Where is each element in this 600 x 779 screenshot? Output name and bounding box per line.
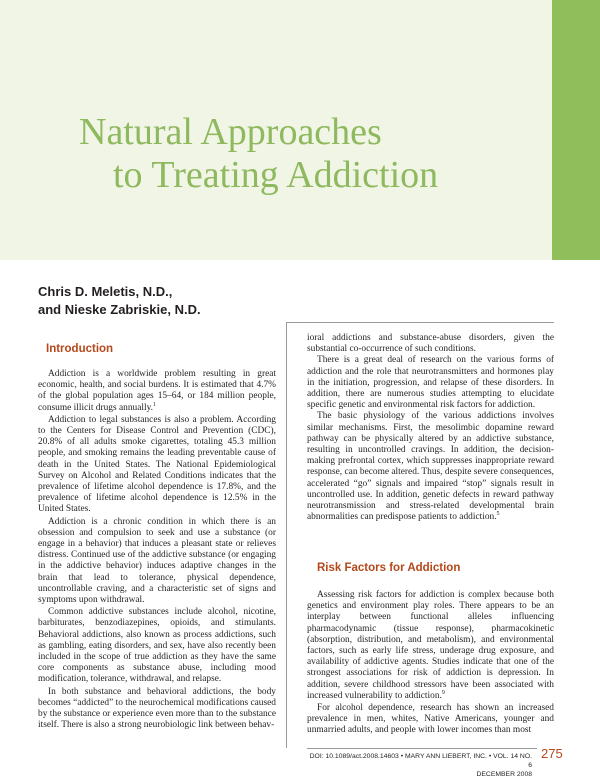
paragraph	[38, 369, 276, 414]
paragraph-text: Common addictive substances include alcohol, nicotine, barbiturates, benzodiazepines, opioids, and stimulants. Behavioral addictions, also known as process addictions, such as gambling, eating disorders, and sex, have also recently been included in the scope of true addiction as they have the same core components as substance abuse, including mood modification, tolerance, withdrawal, and relapse.	[38, 607, 276, 685]
section-heading-risk-factors: Risk Factors for Addiction	[317, 562, 461, 574]
footnote-ref: 9	[441, 689, 445, 696]
paragraph-text: Assessing risk factors for addiction is complex because both genetics and environment play roles. There appears to be an interplay between functional alleles influencing pharmacodynamic (tissue response), pharmacokinetic (absorption, distribution, and metabolism), and environmental factors, such as early life stress, underage drug exposure, and availability of addictive agents. Studies indicate that one of the strongest associations for risk of addiction is depression. In addition, severe childhood stressors have been associated with increased vulnerability to addiction.	[307, 590, 554, 701]
footer-date: DECEMBER 2008	[476, 771, 532, 778]
footer	[307, 752, 532, 779]
paragraph	[307, 355, 554, 411]
paragraph	[307, 411, 554, 523]
article-title-line-2: to Treating Addiction	[113, 154, 439, 196]
footnote-ref: 5	[496, 511, 500, 518]
section-heading-introduction: Introduction	[46, 343, 114, 355]
paragraph	[38, 517, 276, 607]
accent-bar	[552, 0, 600, 260]
paragraph-text: Addiction is a worldwide problem resulting in great economic, health, and social burdens. It is estimated that 4.7% of the global population ages 15–64, or 184 million people, consume illicit drugs annually.	[38, 369, 276, 413]
paragraph-text: ioral addictions and substance-abuse disorders, given the substantial co-occurrence of such conditions.	[307, 333, 554, 355]
paragraph-text: The basic physiology of the various addictions involves similar mechanisms. First, the mesolimbic dopamine reward pathway can be physically altered by an addictive substance, resulting in uncontrolled cravings. In addition, the decision-making prefrontal cortex, which suppresses inappropriate reward response, can become altered. Thus, despite severe consequences, accelerated “go” signals and impaired “stop” signals result in uncontrolled use. In addition, genetic defects in reward pathway neurotransmission and stress-related developmental brain abnormalities can predispose patients to addiction.	[307, 411, 554, 523]
author-line-2: and Nieske Zabriskie, N.D.	[38, 302, 201, 317]
paragraph	[307, 590, 554, 702]
author-block	[38, 283, 201, 319]
paragraph	[307, 703, 554, 737]
page-number: 275	[541, 746, 563, 761]
paragraph	[307, 333, 554, 355]
paragraph	[38, 687, 276, 732]
paragraph-text: For alcohol dependence, research has shown an increased prevalence in men, whites, Native Americans, younger and unmarried adults, and people with lower incomes than most	[307, 703, 554, 736]
column-top-rule	[286, 322, 554, 323]
intro-column	[38, 369, 276, 732]
footer-citation: DOI: 10.1089/act.2008.14603 • MARY ANN LIEBERT, INC. • VOL. 14 NO. 6	[309, 753, 532, 769]
footnote-ref: 1	[153, 401, 156, 408]
paragraph-text: Addiction is a chronic condition in which there is an obsession and compulsion to seek and use a substance (or engage in a behavior) that induces a pleasant state or relieves distress. Continued use of the addictive substance (or engaging in the addictive behavior) induces adaptive changes in the brain that lead to tolerance, physical dependence, uncontrollable craving, and a characteristic set of signs and symptoms upon withdrawal.	[38, 516, 276, 606]
paragraph	[38, 415, 276, 516]
author-line-1: Chris D. Meletis, N.D.,	[38, 284, 173, 299]
column-divider	[286, 322, 287, 748]
risk-column	[307, 590, 554, 737]
paragraph-text: Addiction to legal substances is also a problem. According to the Centers for Disease Control and Prevention (CDC), 20.8% of all adults smoke cigarettes, totaling 45.3 million people, and smoking remains the leading preventable cause of death in the United States. The National Epidemiological Survey on Alcohol and Related Conditions indicates that the prevalence of lifetime alcohol dependence is 17.8%, and the prevalence of lifetime alcohol dependence is 12.5% in the United States.	[38, 414, 276, 515]
article-title-line-1: Natural Approaches	[79, 111, 382, 153]
paragraph-text: There is a great deal of research on the various forms of addiction and the role that neurotransmitters and hormones play in the initiation, progression, and relapse of these disorders. In addition, there are numerous studies attempting to elucidate specific genetic and environmental risk factors for addiction.	[307, 355, 554, 411]
right-column-top	[307, 333, 554, 523]
paragraph	[38, 607, 276, 685]
footer-rule	[307, 748, 537, 749]
paragraph-text: In both substance and behavioral addictions, the body becomes “addicted” to the neurochemical modifications caused by the substance or experience even more than to the substance itself. There is also a strong neurobiologic link between behav-	[38, 686, 276, 731]
